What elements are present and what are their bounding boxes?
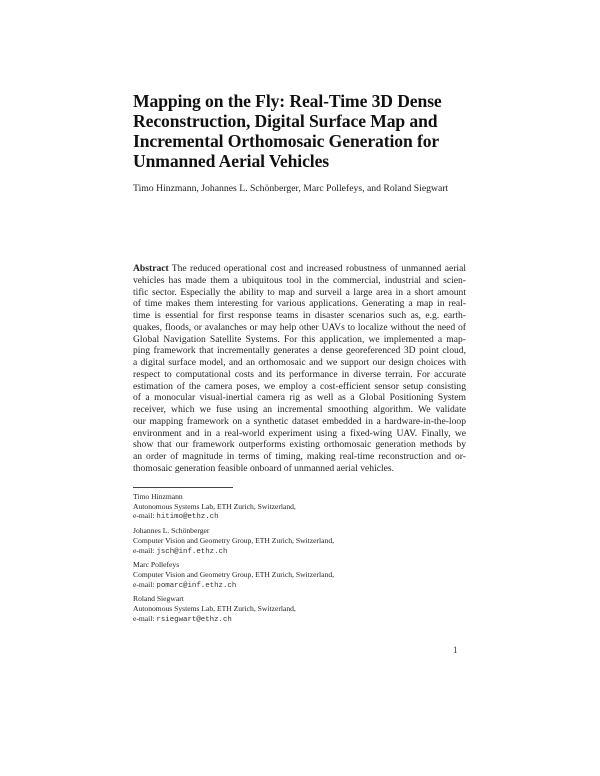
affiliation-name: Johannes L. Schönberger <box>133 526 210 536</box>
page-number: 1 <box>453 645 458 655</box>
abstract-line: vehicles has made them a ubiquitous tool in the commercial, industrial and scien- <box>133 274 466 286</box>
affiliation-block <box>133 560 334 591</box>
footnote-separator <box>133 487 233 488</box>
affiliation-institution: Autonomous Systems Lab, ETH Zurich, Switzerland, <box>133 604 296 614</box>
abstract-line: time is essential for first response teams in disaster scenarios such as, e.g. earth- <box>133 310 466 321</box>
abstract-line: estimation of the camera poses, we employ a cost-efficient sensor setup consisting <box>133 380 466 392</box>
email-link[interactable]: jsch@inf.ethz.ch <box>156 547 228 556</box>
email-link[interactable]: rsiegwart@ethz.ch <box>156 615 232 624</box>
abstract-line: of a monocular visual-inertial camera rig as well as a Global Positioning System <box>133 392 466 404</box>
abstract-line: thomosaic generation feasible onboard of unmanned aerial vehicles. <box>133 462 395 474</box>
affiliation-block <box>133 594 334 625</box>
abstract-label: Abstract <box>133 263 169 274</box>
abstract-text: The reduced operational cost and increased robustness of unmanned aerial <box>171 263 466 274</box>
email-label: e-mail: <box>133 613 155 623</box>
affiliation-institution: Computer Vision and Geometry Group, ETH Zurich, Switzerland, <box>133 535 335 545</box>
abstract-line: environment and in a real-world experiment using a fixed-wing UAV. Finally, we <box>133 427 466 439</box>
author-list: Timo Hinzmann, Johannes L. Schönberger, Marc Pollefeys, and Roland Siegwart <box>133 183 449 194</box>
title-line: Incremental Orthomosaic Generation for <box>133 131 440 151</box>
email-label: e-mail: <box>133 545 155 555</box>
affiliation-name: Marc Pollefeys <box>133 560 180 570</box>
title-line: Unmanned Aerial Vehicles <box>133 151 330 171</box>
affiliation-institution: Computer Vision and Geometry Group, ETH Zurich, Switzerland, <box>133 569 335 579</box>
abstract-line: our mapping framework on a synthetic dataset embedded in a hardware-in-the-loop <box>133 415 466 427</box>
affiliation-name: Roland Siegwart <box>133 594 184 604</box>
email-label: e-mail: <box>133 511 155 521</box>
abstract-line: quakes, floods, or avalanches or may help other UAVs to localize without the need of <box>133 321 466 333</box>
abstract-line: Global Navigation Satellite Systems. For this application, we implemented a map- <box>133 333 466 345</box>
abstract-line: ping framework that incrementally generates a dense georeferenced 3D point cloud, <box>133 345 466 357</box>
email-link[interactable]: pomarc@inf.ethz.ch <box>156 581 237 590</box>
abstract <box>133 263 466 475</box>
affiliation-block <box>133 492 334 523</box>
abstract-line: tific sector. Especially the ability to map and surveil a large area in a short amount <box>133 286 466 298</box>
abstract-line: of time makes them interesting for various applications. Generating a map in real- <box>133 298 466 310</box>
affiliation-footnotes <box>133 492 334 628</box>
abstract-line: an order of magnitude in terms of timing, making real-time reconstruction and or- <box>133 451 466 462</box>
abstract-line: a digital surface model, and an orthomosaic and we support our design choices with <box>133 357 466 368</box>
paper-title <box>133 91 473 171</box>
affiliation-institution: Autonomous Systems Lab, ETH Zurich, Switzerland, <box>133 501 296 511</box>
title-line: Mapping on the Fly: Real-Time 3D Dense <box>133 91 442 111</box>
abstract-line <box>133 263 466 275</box>
abstract-line: receiver, which we fuse using an incremental smoothing algorithm. We validate <box>133 404 466 415</box>
email-label: e-mail: <box>133 579 155 589</box>
email-link[interactable]: hitimo@ethz.ch <box>156 513 219 522</box>
affiliation-block <box>133 526 334 557</box>
title-line: Reconstruction, Digital Surface Map and <box>133 111 438 131</box>
abstract-line: show that our framework outperforms existing orthomosaic generation methods by <box>133 439 466 451</box>
affiliation-name: Timo Hinzmann <box>133 492 183 501</box>
abstract-line: respect to computational costs and its performance in diverse terrain. For accurate <box>133 368 466 380</box>
